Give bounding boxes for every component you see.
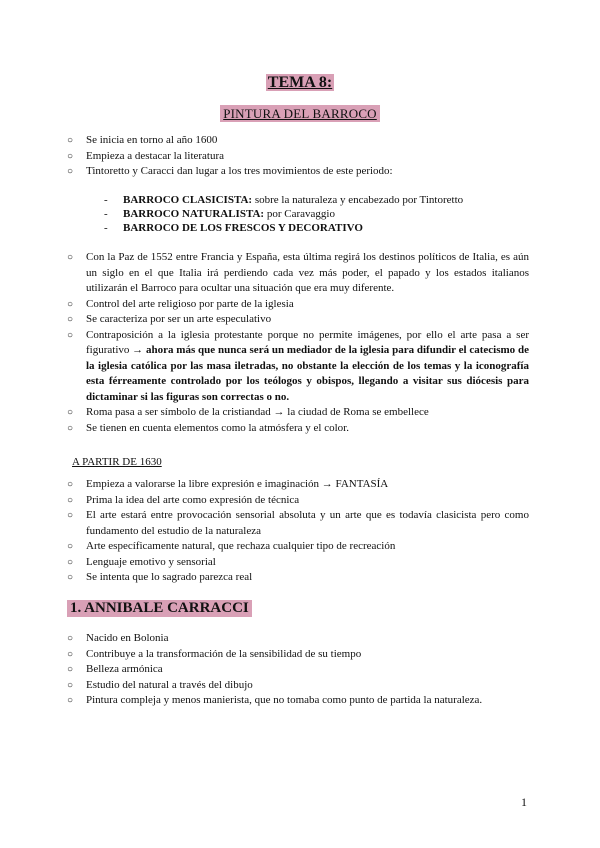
list-item: ○ Empieza a valorarse la libre expresión e imaginación → FANTASÍA	[67, 477, 529, 493]
circle-bullet-icon: ○	[67, 510, 74, 521]
circle-bullet-icon: ○	[67, 541, 74, 552]
list-item: - BARROCO CLASICISTA: sobre la naturaleza y encabezado por Tintoretto	[104, 194, 464, 206]
circle-bullet-icon: ○	[67, 407, 74, 418]
circle-bullet-icon: ○	[67, 135, 74, 146]
list-item: ○ Belleza armónica	[67, 662, 529, 678]
list-item: ○ Lenguaje emotivo y sensorial	[67, 555, 529, 571]
list-item: ○ Estudio del natural a través del dibujo	[67, 678, 529, 694]
circle-bullet-icon: ○	[67, 150, 74, 162]
circle-bullet-icon: ○	[67, 633, 74, 644]
dash-bullet-icon: -	[104, 194, 108, 206]
list-item: ○ Con la Paz de 1552 entre Francia y España, esta última regirá los destinos políticos de Italia, es aún un siglo en el que Italia irá perdiendo cada vez más poder, el papado y los estados italianos utilizarán el Barroco para ocultar una situación que era muy diferente.	[67, 251, 529, 294]
list-item: ○ Roma pasa a ser símbolo de la cristiandad → la ciudad de Roma se embellece	[67, 405, 529, 421]
list-item: ○ Se inicia en torno al año 1600	[67, 133, 529, 149]
carracci-list	[67, 631, 529, 709]
page-title: TEMA 8:	[267, 74, 333, 91]
circle-bullet-icon: ○	[67, 422, 74, 434]
circle-bullet-icon: ○	[67, 252, 74, 263]
list-item: ○ Tintoretto y Caracci dan lugar a los tres movimientos de este periodo:	[67, 164, 529, 180]
list-item: ○ Contribuye a la transformación de la sensibilidad de su tiempo	[67, 647, 529, 663]
dash-bullet-icon: -	[104, 208, 108, 220]
intro-list	[67, 133, 529, 180]
circle-bullet-icon: ○	[67, 572, 74, 583]
section-1630-list	[67, 477, 529, 586]
list-item: ○ Arte específicamente natural, que rechaza cualquier tipo de recreación	[67, 539, 529, 555]
list-item: ○ Se intenta que lo sagrado parezca real	[67, 570, 529, 586]
context-list	[67, 250, 529, 436]
list-item: ○ Contraposición a la iglesia protestante porque no permite imágenes, por ello el arte pasa a ser figurativo → ahora más que nunca será un mediador de la iglesia para difundir el catecismo de la iglesia católica por las masa iletradas, no obstante la elección de los temas y la iconografía esta férreamente controlado por los teólogos y obispos, llegando a visitar sus diócesis para dictaminar si las figuras son correctas o no.	[67, 328, 529, 403]
carracci-heading: 1. ANNIBALE CARRACCI	[67, 600, 252, 617]
list-item: ○ Se caracteriza por ser un arte especulativo	[67, 312, 529, 328]
circle-bullet-icon: ○	[67, 166, 74, 177]
title-container	[0, 74, 600, 92]
list-item: ○ Prima la idea del arte como expresión de técnica	[67, 493, 529, 509]
circle-bullet-icon: ○	[67, 556, 74, 568]
list-item: - BARROCO DE LOS FRESCOS Y DECORATIVO	[104, 222, 363, 234]
subtitle-container	[0, 105, 600, 123]
list-item: - BARROCO NATURALISTA: por Caravaggio	[104, 208, 335, 220]
page-number: 1	[521, 795, 527, 809]
circle-bullet-icon: ○	[67, 479, 74, 490]
section-1630-label: A PARTIR DE 1630	[72, 456, 162, 468]
circle-bullet-icon: ○	[67, 679, 74, 691]
circle-bullet-icon: ○	[67, 648, 74, 660]
list-item: ○ El arte estará entre provocación sensorial absoluta y un arte que es todavía clasicista pero como fundamento del estudio de la naturaleza	[67, 509, 529, 537]
circle-bullet-icon: ○	[67, 494, 74, 506]
list-item: ○ Se tienen en cuenta elementos como la atmósfera y el color.	[67, 421, 529, 437]
circle-bullet-icon: ○	[67, 329, 74, 341]
circle-bullet-icon: ○	[67, 664, 74, 675]
page-subtitle: PINTURA DEL BARROCO	[220, 105, 380, 122]
circle-bullet-icon: ○	[67, 695, 74, 706]
circle-bullet-icon: ○	[67, 314, 74, 325]
dash-bullet-icon: -	[104, 222, 108, 234]
circle-bullet-icon: ○	[67, 298, 74, 310]
list-item: ○ Nacido en Bolonia	[67, 631, 529, 647]
list-item: ○ Pintura compleja y menos manierista, que no tomaba como punto de partida la naturaleza.	[67, 693, 529, 709]
list-item: ○ Control del arte religioso por parte de la iglesia	[67, 297, 529, 313]
list-item: ○ Empieza a destacar la literatura	[67, 149, 529, 165]
movements-list	[104, 193, 534, 235]
